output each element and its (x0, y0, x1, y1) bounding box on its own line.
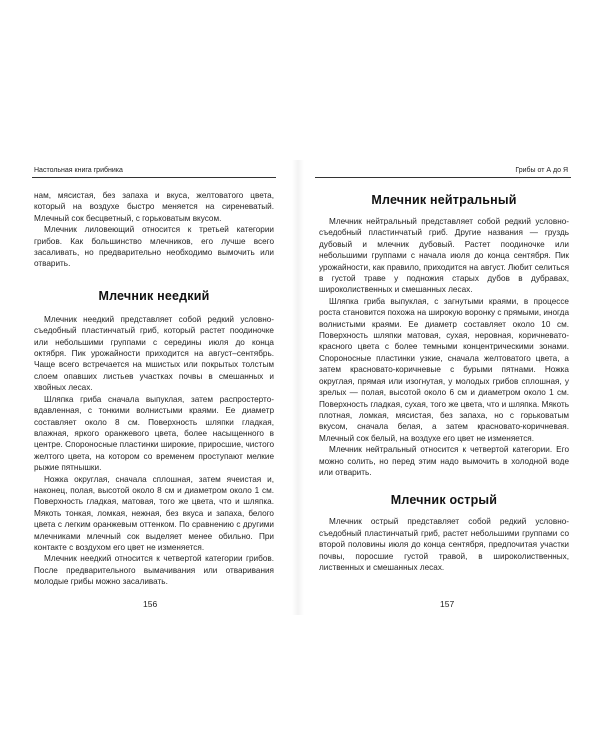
paragraph: Шляпка гриба выпуклая, с загнутыми краями, в процессе роста становится похожа на широкую воронку с прямыми, иногда волнистыми краями. Ее диаметр составляет около 10 см. Поверхность шляпки матовая, сухая, неровная, коричневато-красного цвета с более темными концентрическими зонами. Спороносные пластинки узкие, сначала желтоватого цвета, а затем красновато-коричневые с бурыми пятнами. Ножка округлая, прямая или изогнутая, у молодых грибов сплошная, у зрелых — полая, высотой около 6 см и диаметром около 1 см. Поверхность гладкая, сухая, того же цвета, что и шляпка. Мякоть плотная, ломкая, мясистая, без запаха, но с горьковатым вкусом, сначала белая, а затем красновато-коричневая. Млечный сок белый, на воздухе его цвет не изменяется. (319, 296, 569, 443)
paragraph: Шляпка гриба сначала выпуклая, затем распростерто-вдавленная, с тонкими волнистыми краями. Ее диаметр составляет около 8 см. Поверхность шляпки гладкая, влажная, яркого оранжевого цвета, более насыщенного в центре. Спороносные пластинки широкие, приросшие, чистого желтого цвета, на котором со временем проступают мелкие рыжие пятнышки. (34, 394, 274, 473)
section-title-neutral-milkcap: Млечник нейтральный (371, 193, 517, 207)
header-rule-right (315, 177, 571, 178)
page-left (34, 190, 274, 585)
page-right (319, 190, 569, 585)
page-number-left: 156 (143, 599, 158, 609)
paragraph: Млечник острый представляет собой редкий условно-съедобный пластинчатый гриб, растет небольшими группами со второй половины июля до конца сентября, предпочитая участки почвы, поросшие густой травой, в широколиственных, лиственных и смешанных лесах. (319, 517, 569, 572)
paragraph: Млечник нейтральный относится к четвертой категории. Его можно солить, но перед этим надо вымочить в холодной воде или отварить. (319, 445, 569, 477)
paragraph: Ножка округлая, сначала сплошная, затем ячеистая и, наконец, полая, высотой около 8 см и диаметром около 1 см. Поверхность гладкая, матовая, того же цвета, что и шляпка. Мякоть тонкая, ломкая, нежная, без вкуса и запаха, белого цвета с легким оранжевым оттенком. По сравнению с другими млечниками млечный сок выделяет менее обильно. При контакте с воздухом его цвет не изменяется. (34, 474, 274, 552)
section-title-nonacrid-milkcap: Млечник неедкий (98, 288, 210, 303)
paragraph: Млечник лиловеющий относится к третьей категории грибов. Как большинство млечников, его лучше всего засаливать, но предварительно необходимо вымочить или отварить. (34, 225, 274, 269)
paragraph: Млечник неедкий представляет собой редкий условно-съедобный пластинчатый гриб, который растет поодиночке или небольшими группами с середины июля до конца октября. Пик урожайности приходится на август–сентябрь. Чаще всего встречается на мшистых или покрытых толстым слоем опавших листьев участках почвы в смешанных и хвойных лесах. (34, 314, 274, 393)
page-number-right: 157 (440, 599, 455, 609)
paragraph-continued: нам, мясистая, без запаха и вкуса, желтоватого цвета, который на воздухе быстро меняется на сиреневатый. Млечный сок бесцветный, с горьковатым вкусом. (34, 191, 274, 223)
section-title-acrid-milkcap: Млечник острый (390, 493, 498, 508)
running-head-left: Настольная книга грибника (34, 167, 123, 174)
book-gutter-shadow (292, 160, 304, 615)
running-head-right: Грибы от А до Я (515, 167, 568, 174)
header-rule-left (32, 177, 276, 178)
paragraph: Млечник неедкий относится к четвертой категории грибов. После предварительного вымачивания или отваривания молодые грибы можно засаливать. (34, 554, 274, 587)
paragraph: Млечник нейтральный представляет собой редкий условно-съедобный пластинчатый гриб. Другие названия — груздь дубовый и млечник дубовый. Растет поодиночке или небольшими группами с начала июля до конца сентября. Пик урожайности, как правило, приходится на август. Любит селиться в густой траве у подножия старых дубов в дубравах, широколиственных и смешанных лесах. (319, 217, 569, 295)
